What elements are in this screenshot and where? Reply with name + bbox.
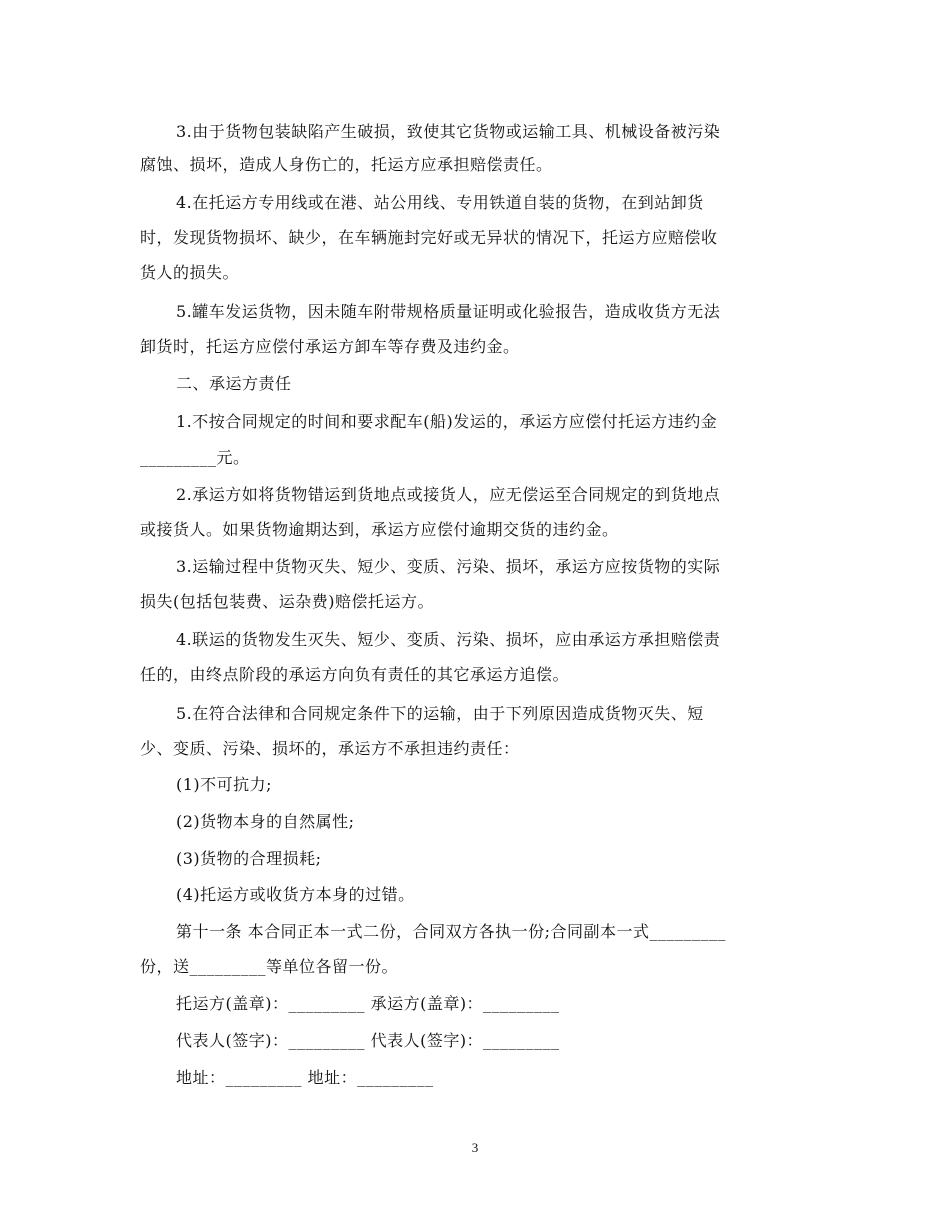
text-line: _________元。	[140, 448, 250, 467]
signature-line: 代表人(签字)：_________ 代表人(签字)：_________	[176, 1031, 560, 1050]
list-item: (1)不可抗力;	[176, 775, 273, 794]
text-line: 卸货时，托运方应偿付承运方卸车等存费及违约金。	[140, 337, 520, 356]
text-line: 份，送_________等单位各留一份。	[140, 957, 399, 976]
text-line: 3.运输过程中货物灭失、短少、变质、污染、损坏，承运方应按货物的实际	[176, 557, 721, 576]
list-item: (4)托运方或收货方本身的过错。	[176, 885, 415, 904]
text-line: 腐蚀、损坏，造成人身伤亡的，托运方应承担赔偿责任。	[140, 155, 553, 174]
address-line: 地址：_________ 地址：_________	[176, 1068, 434, 1087]
text-line: 2.承运方如将货物错运到货地点或接货人，应无偿运至合同规定的到货地点	[176, 485, 721, 504]
text-line: 货人的损失。	[140, 263, 240, 282]
list-item: (2)货物本身的自然属性;	[176, 812, 355, 831]
text-line: 4.在托运方专用线或在港、站公用线、专用铁道自装的货物，在到站卸货	[176, 193, 704, 212]
signature-line: 托运方(盖章)：_________ 承运方(盖章)：_________	[176, 994, 560, 1013]
list-item: (3)货物的合理损耗;	[176, 849, 322, 868]
text-line: 1.不按合同规定的时间和要求配车(船)发运的，承运方应偿付托运方违约金	[176, 412, 718, 431]
section-heading: 二、承运方责任	[176, 374, 292, 393]
text-line: 少、变质、污染、损坏的，承运方不承担违约责任：	[140, 739, 520, 758]
text-line: 时，发现货物损坏、缺少，在车辆施封完好或无异状的情况下，托运方应赔偿收	[140, 228, 718, 247]
text-line: 4.联运的货物发生灭失、短少、变质、污染、损坏，应由承运方承担赔偿责	[176, 630, 721, 649]
text-line: 3.由于货物包装缺陷产生破损，致使其它货物或运输工具、机械设备被污染	[176, 122, 721, 141]
text-line: 损失(包括包装费、运杂费)赔偿托运方。	[140, 592, 434, 611]
text-line: 第十一条 本合同正本一式二份，合同双方各执一份;合同副本一式_________	[176, 922, 726, 941]
text-line: 5.罐车发运货物，因未随车附带规格质量证明或化验报告，造成收货方无法	[176, 302, 721, 321]
text-line: 5.在符合法律和合同规定条件下的运输，由于下列原因造成货物灭失、短	[176, 704, 704, 723]
page-number: 3	[471, 1140, 479, 1155]
text-line: 或接货人。如果货物逾期达到，承运方应偿付逾期交货的违约金。	[140, 520, 619, 539]
text-line: 任的，由终点阶段的承运方向负有责任的其它承运方追偿。	[140, 665, 570, 684]
